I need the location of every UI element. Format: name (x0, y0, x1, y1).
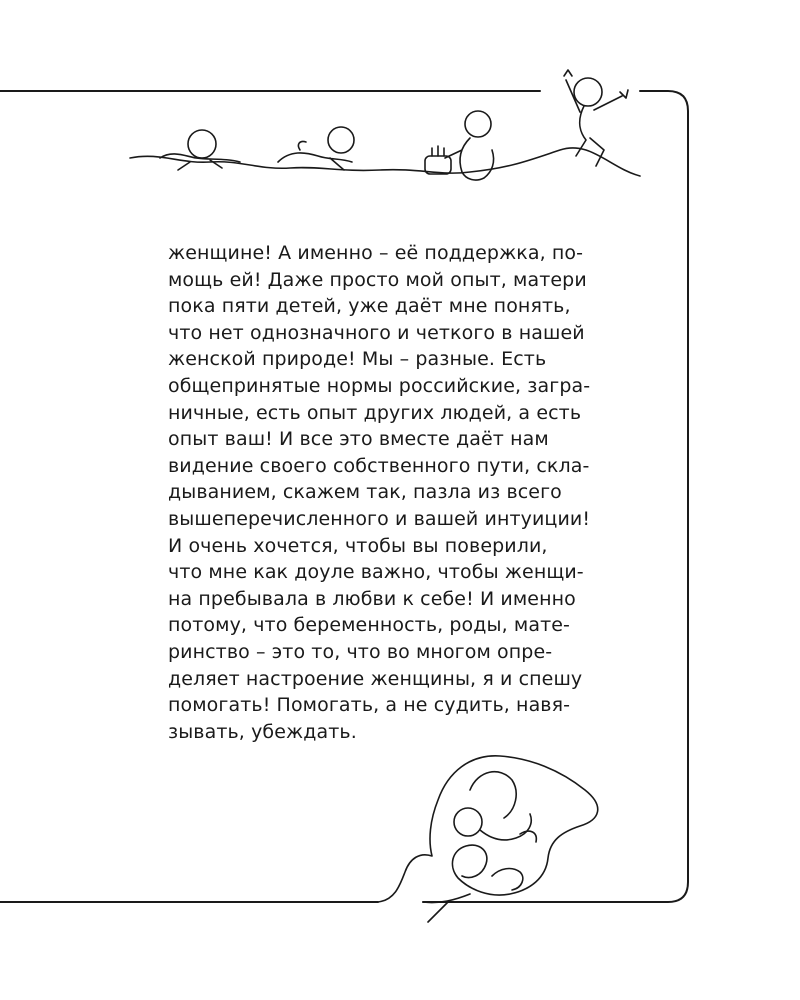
text-line: пока пяти детей, уже даёт мне понять, (168, 295, 571, 318)
text-line: потому, что беременность, роды, мате- (168, 614, 570, 637)
text-line: зывать, убеждать. (168, 720, 357, 743)
text-line: видение своего собственного пути, скла- (168, 454, 590, 477)
text-line: ринство – это то, что во многом опре- (168, 640, 553, 663)
text-line: И очень хочется, чтобы вы поверили, (168, 534, 548, 557)
text-line: опыт ваш! И все это вместе даёт нам (168, 428, 549, 451)
text-line: что мне как доуле важно, чтобы женщи- (168, 561, 584, 584)
body-text (168, 240, 628, 745)
text-line: ничные, есть опыт других людей, а есть (168, 401, 582, 424)
text-line: женской природе! Мы – разные. Есть (168, 348, 547, 371)
text-line: женщине! А именно – её поддержка, по- (168, 242, 584, 264)
text-line: помогать! Помогать, а не судить, навя- (168, 694, 571, 717)
text-line: что нет однозначного и четкого в нашей (168, 321, 585, 344)
text-line: общепринятые нормы российские, загра- (168, 374, 591, 397)
text-line: дыванием, скажем так, пазла из всего (168, 481, 562, 504)
text-line: деляет настроение женщины, я и спешу (168, 667, 583, 690)
text-line: на пребывала в любви к себе! И именно (168, 587, 576, 610)
mother-and-baby-illustration (378, 756, 598, 922)
child-growth-illustration (130, 70, 640, 180)
text-line: мощь ей! Даже просто мой опыт, матери (168, 268, 587, 291)
text-line: вышеперечисленного и вашей интуиции! (168, 507, 591, 530)
